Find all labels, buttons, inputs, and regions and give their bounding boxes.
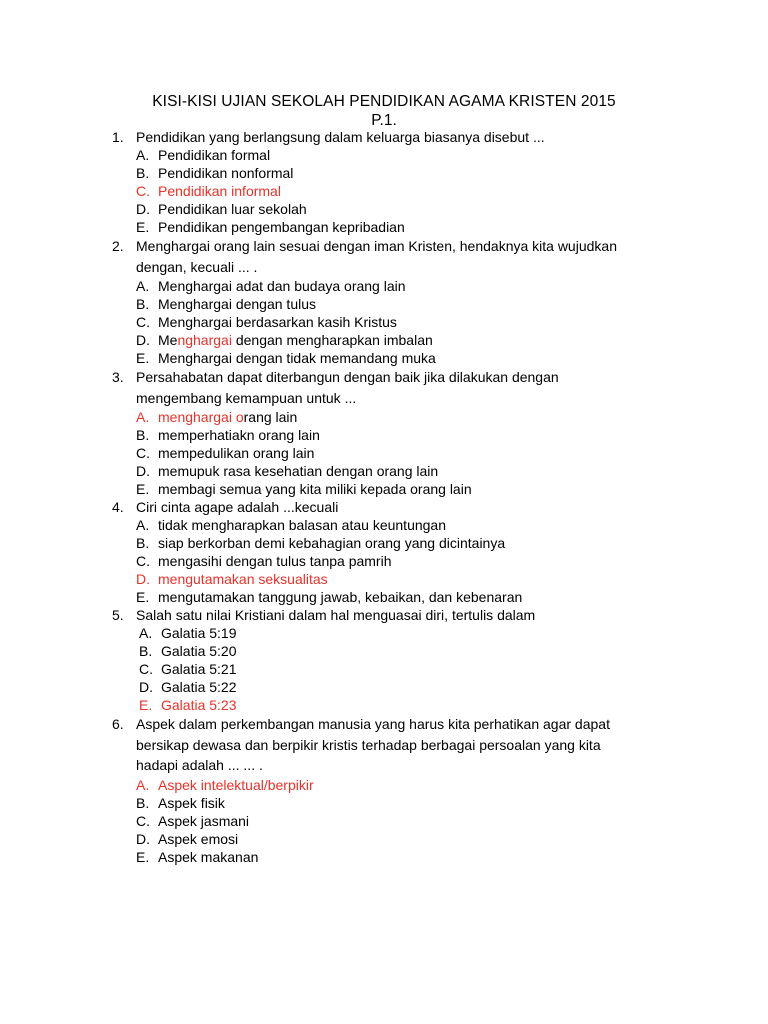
option-text: [158, 408, 297, 426]
option-letter: D.: [136, 332, 150, 348]
option-letter: C.: [139, 661, 153, 677]
option-a: [0, 624, 768, 642]
option-text: mengutamakan seksualitas: [158, 571, 328, 587]
question-1: [0, 128, 768, 236]
question-text-line-2: dengan, kecuali ... .: [136, 258, 258, 275]
option-a-answer: [0, 408, 768, 426]
option-letter: A.: [136, 278, 150, 294]
option-letter: C.: [136, 314, 150, 330]
option-text: Aspek fisik: [158, 794, 225, 811]
question-text-line-3: hadapi adalah ... ... .: [136, 757, 263, 773]
option-text: [158, 331, 433, 349]
option-b: [0, 164, 768, 182]
option-e: [0, 588, 768, 606]
option-d-answer: [0, 570, 768, 588]
option-text: membagi semua yang kita miliki kepada orang lain: [158, 481, 472, 497]
option-letter: E.: [136, 848, 150, 865]
option-a-answer: [0, 776, 768, 794]
question-text: Pendidikan yang berlangsung dalam keluarga biasanya disebut ...: [136, 129, 545, 145]
option-letter: A.: [136, 776, 150, 793]
option-text: Aspek makanan: [158, 848, 259, 865]
option-c: [0, 660, 768, 678]
option-letter: B.: [139, 643, 153, 659]
option-text: mempedulikan orang lain: [158, 445, 315, 461]
option-text: memupuk rasa kesehatian dengan orang lain: [158, 463, 439, 479]
option-letter: A.: [139, 625, 153, 641]
option-letter: D.: [136, 201, 150, 217]
question-text-line-1: Persahabatan dapat diterbangun dengan baik jika dilakukan dengan: [136, 369, 559, 385]
option-letter: A.: [136, 147, 150, 163]
option-letter: B.: [136, 165, 150, 181]
option-letter: B.: [136, 427, 150, 443]
option-text: Pendidikan nonformal: [158, 165, 294, 181]
option-e: [0, 218, 768, 236]
option-b: [0, 426, 768, 444]
option-d-answer: [0, 331, 768, 349]
question-text-line-1: Menghargai orang lain sesuai dengan iman Kristen, hendaknya kita wujudkan: [136, 238, 617, 254]
question-text-line-1: Aspek dalam perkembangan manusia yang harus kita perhatikan agar dapat: [136, 716, 610, 732]
question-text: Ciri cinta agape adalah ...kecuali: [136, 499, 339, 515]
option-c: [0, 812, 768, 830]
option-letter: B.: [136, 535, 150, 551]
option-letter: C.: [136, 445, 150, 461]
option-letter: A.: [136, 409, 150, 425]
question-number: 2.: [112, 238, 124, 254]
option-text: mengutamakan tanggung jawab, kebaikan, dan kebenaran: [158, 589, 523, 605]
option-text-part: dengan mengharapkan imbalan: [231, 332, 433, 348]
document-subtitle: P.1.: [371, 112, 397, 129]
option-e: [0, 480, 768, 498]
option-a: [0, 146, 768, 164]
option-text: Aspek jasmani: [158, 812, 250, 829]
option-text: Menghargai adat dan budaya orang lain: [158, 278, 406, 294]
option-text: Menghargai berdasarkan kasih Kristus: [158, 314, 397, 330]
option-letter: C.: [136, 183, 150, 199]
question-4: [0, 498, 768, 606]
question-list: [0, 128, 768, 866]
option-letter: A.: [136, 517, 150, 533]
option-text: siap berkorban demi kebahagian orang yang dicintainya: [158, 535, 506, 551]
option-text: Galatia 5:22: [161, 679, 237, 695]
option-e-answer: [0, 696, 768, 714]
question-number: 4.: [112, 499, 124, 515]
option-text: Galatia 5:21: [161, 661, 237, 677]
option-text: memperhatiakn orang lain: [158, 427, 320, 443]
option-text: Galatia 5:20: [161, 643, 237, 659]
option-c: [0, 313, 768, 331]
option-letter: B.: [136, 296, 150, 312]
option-letter: D.: [139, 679, 153, 695]
option-letter: C.: [136, 812, 150, 829]
option-text: Menghargai dengan tidak memandang muka: [158, 350, 436, 366]
option-c-answer: [0, 182, 768, 200]
option-letter: D.: [136, 571, 150, 587]
option-letter: E.: [136, 219, 150, 235]
option-letter: E.: [136, 350, 150, 366]
option-d: [0, 462, 768, 480]
question-5: [0, 606, 768, 714]
option-e: [0, 848, 768, 866]
option-text-part: Me: [158, 332, 178, 348]
option-c: [0, 444, 768, 462]
option-letter: E.: [136, 589, 150, 605]
question-number: 1.: [112, 129, 124, 145]
question-3: [0, 367, 768, 498]
option-text: Aspek intelektual/berpikir: [158, 776, 314, 793]
option-letter: E.: [136, 481, 150, 497]
option-c: [0, 552, 768, 570]
option-letter: D.: [136, 463, 150, 479]
option-d: [0, 200, 768, 218]
option-b: [0, 534, 768, 552]
option-text: Galatia 5:19: [161, 625, 237, 641]
question-text: Salah satu nilai Kristiani dalam hal menguasai diri, tertulis dalam: [136, 607, 536, 623]
question-text-line-2: mengembang kemampuan untuk ...: [136, 389, 357, 406]
document-title: KISI-KISI UJIAN SEKOLAH PENDIDIKAN AGAMA KRISTEN 2015: [152, 93, 616, 110]
option-text: Pendidikan pengembangan kepribadian: [158, 219, 405, 235]
option-b: [0, 295, 768, 313]
option-d: [0, 830, 768, 848]
option-d: [0, 678, 768, 696]
option-letter: D.: [136, 830, 150, 847]
option-letter: C.: [136, 553, 150, 569]
option-text-highlight: nghargai: [177, 332, 232, 348]
question-6: [0, 714, 768, 866]
option-b: [0, 794, 768, 812]
option-a: [0, 516, 768, 534]
question-number: 5.: [112, 607, 124, 623]
option-e: [0, 349, 768, 367]
option-letter: B.: [136, 794, 150, 811]
option-text: Menghargai dengan tulus: [158, 296, 317, 312]
question-number: 3.: [112, 369, 124, 385]
option-text: Pendidikan informal: [158, 183, 281, 199]
option-text: Aspek emosi: [158, 830, 239, 847]
option-text-part: rang lain: [243, 409, 298, 425]
option-text: Galatia 5:23: [161, 697, 237, 713]
question-text-line-2: bersikap dewasa dan berpikir kristis terhadap berbagai persoalan yang kita: [136, 736, 601, 753]
question-2: [0, 236, 768, 367]
option-text-highlight: menghargai o: [158, 409, 244, 425]
question-number: 6.: [112, 716, 124, 732]
option-a: [0, 277, 768, 295]
option-text: mengasihi dengan tulus tanpa pamrih: [158, 553, 392, 569]
option-text: Pendidikan luar sekolah: [158, 201, 307, 217]
option-text: tidak mengharapkan balasan atau keuntungan: [158, 517, 446, 533]
option-letter: E.: [139, 697, 153, 713]
option-text: Pendidikan formal: [158, 147, 271, 163]
option-b: [0, 642, 768, 660]
